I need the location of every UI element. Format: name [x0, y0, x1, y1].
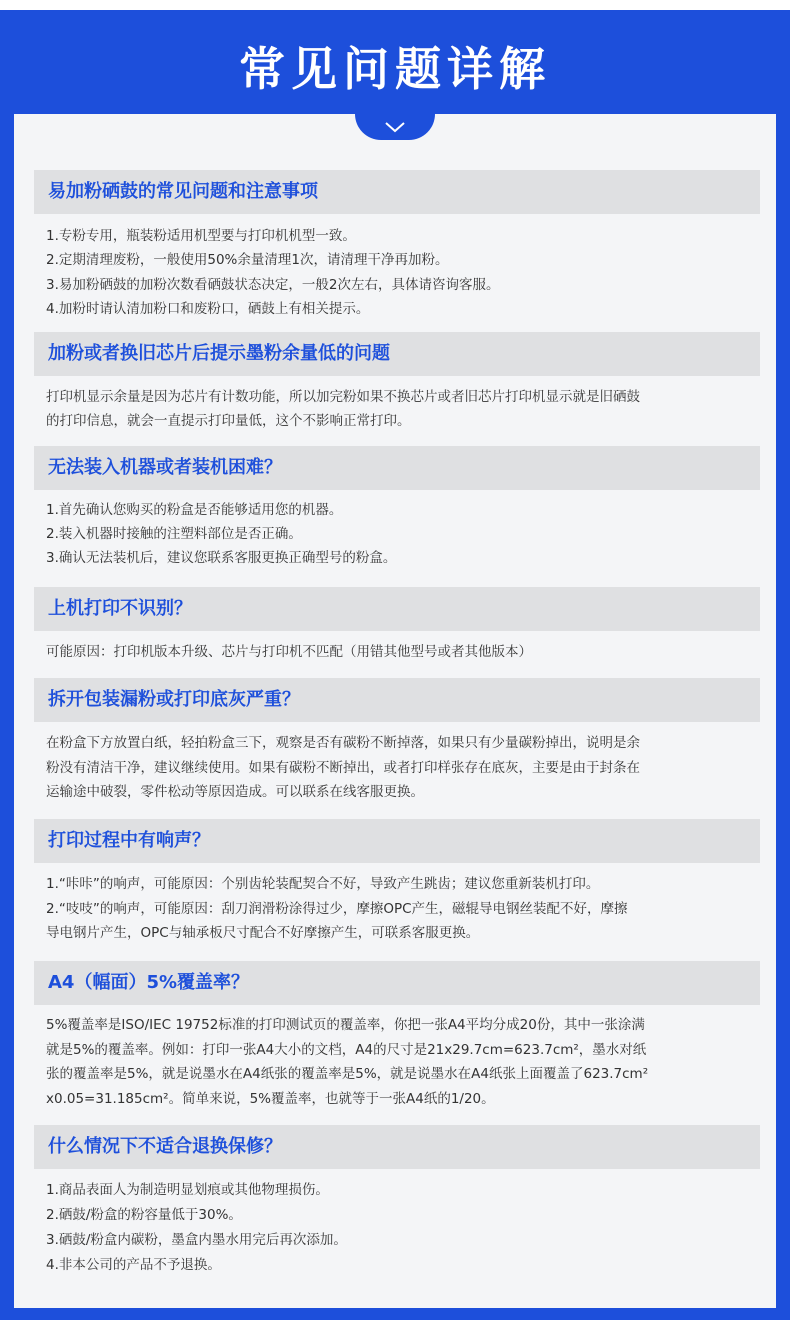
- section-heading-noise: 打印过程中有响声？: [34, 819, 760, 863]
- section-line: 2.装入机器时接触的注塑料部位是否正确。: [46, 526, 302, 542]
- section-line: 5%覆盖率是ISO/IEC 19752标准的打印测试页的覆盖率，你把一张A4平均分成20份，其中一张涂满: [46, 1017, 645, 1033]
- section-line: 1.商品表面人为制造明显划痕或其他物理损伤。: [46, 1182, 329, 1198]
- section-line: 3.硒鼓/粉盒内碳粉，墨盒内墨水用完后再次添加。: [46, 1232, 347, 1248]
- section-heading-install: 无法装入机器或者装机困难？: [34, 446, 760, 490]
- section-heading-warranty: 什么情况下不适合退换保修？: [34, 1125, 760, 1169]
- section-line: 可能原因：打印机版本升级、芯片与打印机不匹配（用错其他型号或者其他版本）: [46, 644, 532, 660]
- section-line: 打印机显示余量是因为芯片有计数功能，所以加完粉如果不换芯片或者旧芯片打印机显示就是旧硒鼓: [46, 389, 640, 405]
- section-line: 3.易加粉硒鼓的加粉次数看硒鼓状态决定，一般2次左右，具体请咨询客服。: [46, 277, 500, 293]
- section-heading-refill-notes: 易加粉硒鼓的常见问题和注意事项: [34, 170, 760, 214]
- section-line: 4.非本公司的产品不予退换。: [46, 1257, 221, 1273]
- section-heading-not-recognized: 上机打印不识别？: [34, 587, 760, 631]
- page-title: 常见问题详解: [239, 42, 551, 96]
- section-line: 1.“咔咔”的响声，可能原因：个别齿轮装配契合不好，导致产生跳齿；建议您重新装机打印。: [46, 876, 600, 892]
- section-line: 4.加粉时请认清加粉口和废粉口，硒鼓上有相关提示。: [46, 301, 370, 317]
- section-heading-leak: 拆开包装漏粉或打印底灰严重？: [34, 678, 760, 722]
- section-line: 1.首先确认您购买的粉盒是否能够适用您的机器。: [46, 502, 343, 518]
- section-heading-low-toner: 加粉或者换旧芯片后提示墨粉余量低的问题: [34, 332, 760, 376]
- section-line: 导电钢片产生，OPC与轴承板尺寸配合不好摩擦产生，可联系客服更换。: [46, 925, 480, 941]
- section-line: 2.定期清理废粉，一般使用50%余量清理1次，请清理干净再加粉。: [46, 252, 449, 268]
- section-line: 1.专粉专用，瓶装粉适用机型要与打印机机型一致。: [46, 228, 356, 244]
- section-line: 2.硒鼓/粉盒的粉容量低于30%。: [46, 1207, 242, 1223]
- section-line: 在粉盒下方放置白纸，轻拍粉盒三下，观察是否有碳粉不断掉落，如果只有少量碳粉掉出，说明是余: [46, 735, 640, 751]
- section-line: 的打印信息，就会一直提示打印量低，这个不影响正常打印。: [46, 413, 411, 429]
- section-line: x0.05=31.185cm²。简单来说，5%覆盖率，也就等于一张A4纸的1/20。: [46, 1091, 495, 1107]
- section-heading-coverage: A4（幅面）5%覆盖率？: [34, 961, 760, 1005]
- section-line: 3.确认无法装机后，建议您联系客服更换正确型号的粉盒。: [46, 550, 397, 566]
- section-line: 运输途中破裂，零件松动等原因造成。可以联系在线客服更换。: [46, 784, 424, 800]
- section-line: 2.“吱吱”的响声，可能原因：刮刀润滑粉涂得过少，摩擦OPC产生，磁辊导电钢丝装配不好，摩擦: [46, 901, 628, 917]
- chevron-down-icon: [384, 120, 406, 134]
- section-line: 就是5%的覆盖率。例如：打印一张A4大小的文档，A4的尺寸是21x29.7cm=623.7cm²，墨水对纸: [46, 1042, 647, 1058]
- section-line: 粉没有清洁干净，建议继续使用。如果有碳粉不断掉出，或者打印样张存在底灰，主要是由于封条在: [46, 760, 640, 776]
- section-line: 张的覆盖率是5%，就是说墨水在A4纸张的覆盖率是5%，就是说墨水在A4纸张上面覆盖了623.7cm²: [46, 1066, 649, 1082]
